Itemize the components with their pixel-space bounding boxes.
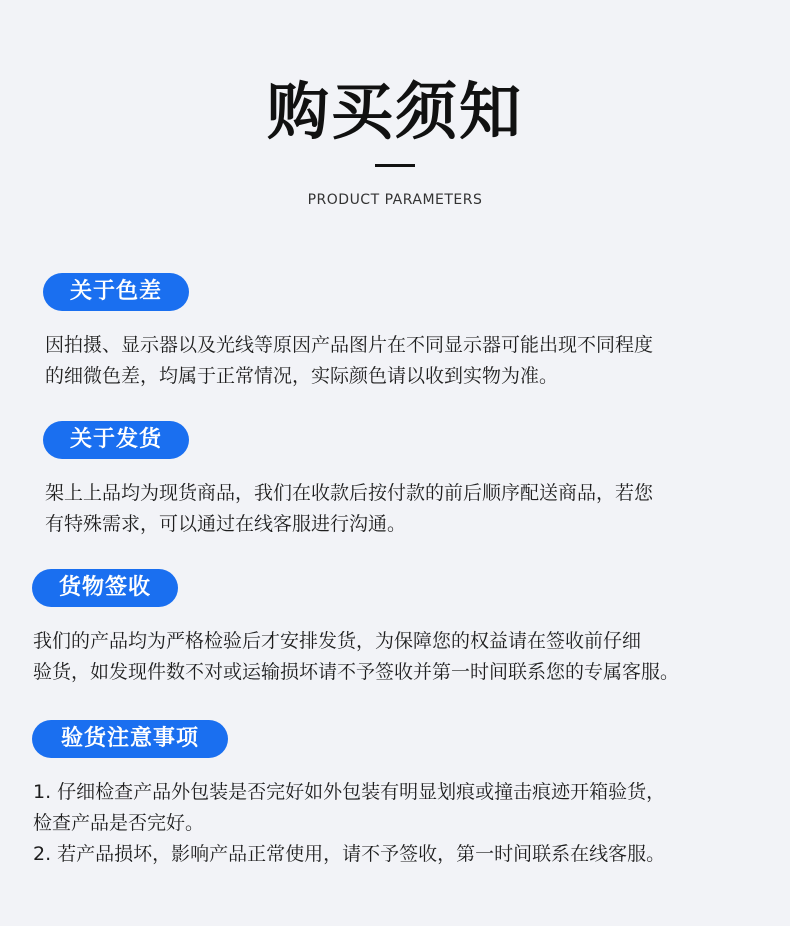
section-text-inspection: [33, 777, 665, 870]
text-line: 1. 仔细检查产品外包装是否完好如外包装有明显划痕或撞击痕迹开箱验货，: [33, 781, 666, 803]
text-line: 架上上品均为现货商品，我们在收款后按付款的前后顺序配送商品，若您: [45, 482, 654, 504]
section-heading-inspection: 验货注意事项: [32, 720, 228, 758]
text-line: 的细微色差，均属于正常情况，实际颜色请以收到实物为准。: [45, 365, 559, 387]
text-line: 有特殊需求，可以通过在线客服进行沟通。: [45, 513, 407, 535]
section-text-receipt: [33, 626, 679, 688]
page-title: 购买须知: [266, 75, 523, 148]
text-line: 因拍摄、显示器以及光线等原因产品图片在不同显示器可能出现不同程度: [45, 334, 654, 356]
text-line: 2. 若产品损坏，影响产品正常使用，请不予签收，第一时间联系在线客服。: [33, 843, 666, 865]
section-text-color-difference: [45, 330, 653, 392]
title-divider: [375, 164, 415, 167]
section-heading-receipt: 货物签收: [32, 569, 178, 607]
section-heading-shipping: 关于发货: [43, 421, 189, 459]
page-subtitle: PRODUCT PARAMETERS: [307, 192, 483, 208]
section-heading-color-difference: 关于色差: [43, 273, 189, 311]
text-line: 检查产品是否完好。: [33, 812, 205, 834]
text-line: 验货，如发现件数不对或运输损坏请不予签收并第一时间联系您的专属客服。: [33, 661, 680, 683]
section-text-shipping: [45, 478, 653, 540]
text-line: 我们的产品均为严格检验后才安排发货，为保障您的权益请在签收前仔细: [33, 630, 642, 652]
